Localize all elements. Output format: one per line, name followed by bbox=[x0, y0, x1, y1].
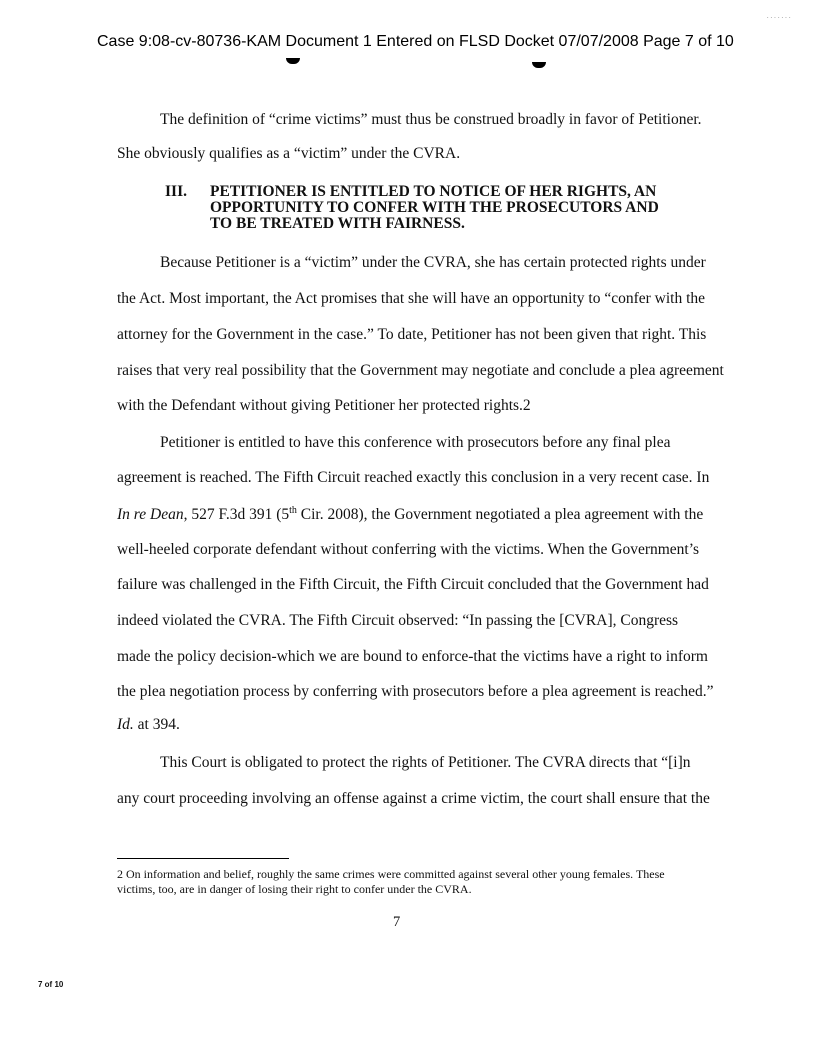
para2-line4: raises that very real possibility that the Government may negotiate and conclude a plea agreement bbox=[117, 362, 724, 379]
para3-line5: failure was challenged in the Fifth Circuit, the Fifth Circuit concluded that the Government had bbox=[117, 576, 709, 593]
binder-hole-mark-right bbox=[532, 62, 546, 68]
footnote-separator bbox=[117, 858, 289, 859]
para3-line2: agreement is reached. The Fifth Circuit reached exactly this conclusion in a very recent case. In bbox=[117, 469, 710, 486]
para3-line6: indeed violated the CVRA. The Fifth Circuit observed: “In passing the [CVRA], Congress bbox=[117, 612, 679, 629]
section-heading-line1: PETITIONER IS ENTITLED TO NOTICE OF HER RIGHTS, AN bbox=[210, 183, 657, 200]
corner-mark: ······· bbox=[766, 13, 792, 22]
page-number: 7 bbox=[393, 914, 401, 930]
para3-line3 bbox=[117, 505, 703, 524]
para2-line5: with the Defendant without giving Petitioner her protected rights.2 bbox=[117, 397, 531, 414]
para4-line1: This Court is obligated to protect the rights of Petitioner. The CVRA directs that “[i]n bbox=[160, 754, 691, 771]
para2-line1: Because Petitioner is a “victim” under the CVRA, she has certain protected rights under bbox=[160, 254, 706, 271]
para1-line2: She obviously qualifies as a “victim” under the CVRA. bbox=[117, 145, 461, 162]
footnote-line2: victims, too, are in danger of losing their right to confer under the CVRA. bbox=[117, 882, 472, 896]
para2-line3: attorney for the Government in the case.” To date, Petitioner has not been given that right. This bbox=[117, 326, 707, 343]
section-heading-line3: TO BE TREATED WITH FAIRNESS. bbox=[210, 215, 465, 232]
binder-hole-mark-left bbox=[286, 58, 300, 64]
footnote-line1: 2 On information and belief, roughly the same crimes were committed against several other young females. These bbox=[117, 867, 665, 881]
id-citation: Id. bbox=[117, 716, 134, 733]
section-number: III. bbox=[165, 183, 187, 200]
para3-line7: made the policy decision-which we are bound to enforce-that the victims have a right to inform bbox=[117, 648, 708, 665]
citation-text-b: Cir. 2008), the Government negotiated a plea agreement with the bbox=[296, 506, 704, 524]
id-citation-page: at 394. bbox=[133, 716, 180, 733]
pdf-page-tag: 7 of 10 bbox=[38, 980, 64, 989]
para3-line8: the plea negotiation process by conferring with prosecutors before a plea agreement is reached.” bbox=[117, 683, 714, 700]
para3-line9 bbox=[117, 716, 180, 734]
case-citation-name: In re Dean bbox=[117, 506, 184, 524]
docket-header: Case 9:08-cv-80736-KAM Document 1 Entered on FLSD Docket 07/07/2008 Page 7 of 10 bbox=[97, 33, 734, 50]
para1-line1: The definition of “crime victims” must thus be construed broadly in favor of Petitioner. bbox=[160, 111, 702, 128]
para2-line2: the Act. Most important, the Act promises that she will have an opportunity to “confer with the bbox=[117, 290, 706, 307]
section-heading-line2: OPPORTUNITY TO CONFER WITH THE PROSECUTORS AND bbox=[210, 199, 659, 216]
para3-line4: well-heeled corporate defendant without conferring with the victims. When the Government’s bbox=[117, 541, 700, 558]
para4-line2: any court proceeding involving an offense against a crime victim, the court shall ensure that the bbox=[117, 790, 710, 807]
para3-line1: Petitioner is entitled to have this conference with prosecutors before any final plea bbox=[160, 434, 671, 451]
citation-superscript: th bbox=[289, 505, 297, 516]
citation-text-a: , 527 F.3d 391 (5 bbox=[183, 506, 290, 524]
